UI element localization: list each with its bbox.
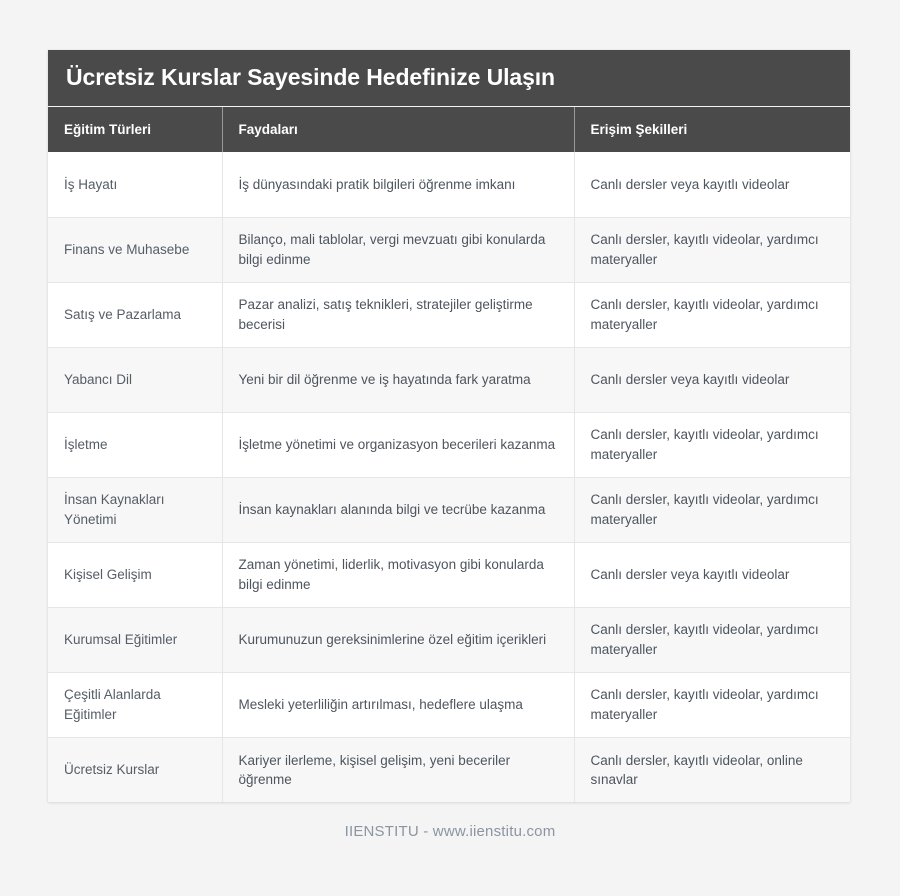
cell-fayda: Yeni bir dil öğrenme ve iş hayatında fark yaratma <box>222 347 574 412</box>
cell-egitim-turu: Yabancı Dil <box>48 347 222 412</box>
page-title: Ücretsiz Kurslar Sayesinde Hedefinize Ulaşın <box>66 64 556 91</box>
cell-egitim-turu: İşletme <box>48 412 222 477</box>
cell-egitim-turu: Kurumsal Eğitimler <box>48 607 222 672</box>
table-row <box>48 672 850 737</box>
table-row <box>48 412 850 477</box>
cell-fayda: Kurumunuzun gereksinimlerine özel eğitim içerikleri <box>222 607 574 672</box>
table-head <box>48 107 850 152</box>
cell-erisim: Canlı dersler, kayıtlı videolar, yardımcı materyaller <box>574 217 850 282</box>
cell-egitim-turu: Kişisel Gelişim <box>48 542 222 607</box>
table-row <box>48 217 850 282</box>
cell-fayda: Pazar analizi, satış teknikleri, stratejiler geliştirme becerisi <box>222 282 574 347</box>
cell-erisim: Canlı dersler, kayıtlı videolar, yardımcı materyaller <box>574 672 850 737</box>
footer-brand: IIENSTITU - www.iienstitu.com <box>344 823 556 840</box>
cell-egitim-turu: Çeşitli Alanlarda Eğitimler <box>48 672 222 737</box>
column-header-egitim-turleri: Eğitim Türleri <box>48 107 222 152</box>
cell-erisim: Canlı dersler, kayıtlı videolar, yardımcı materyaller <box>574 477 850 542</box>
table-row <box>48 282 850 347</box>
cell-erisim: Canlı dersler veya kayıtlı videolar <box>574 542 850 607</box>
cell-egitim-turu: İş Hayatı <box>48 152 222 217</box>
cell-fayda: İş dünyasındaki pratik bilgileri öğrenme imkanı <box>222 152 574 217</box>
cell-fayda: Mesleki yeterliliğin artırılması, hedeflere ulaşma <box>222 672 574 737</box>
column-header-erisim-sekilleri: Erişim Şekilleri <box>574 107 850 152</box>
footer <box>0 823 900 841</box>
cell-egitim-turu: Ücretsiz Kurslar <box>48 737 222 802</box>
table-row <box>48 477 850 542</box>
cell-fayda: Kariyer ilerleme, kişisel gelişim, yeni beceriler öğrenme <box>222 737 574 802</box>
cell-erisim: Canlı dersler veya kayıtlı videolar <box>574 347 850 412</box>
cell-egitim-turu: Satış ve Pazarlama <box>48 282 222 347</box>
cell-fayda: İnsan kaynakları alanında bilgi ve tecrübe kazanma <box>222 477 574 542</box>
cell-erisim: Canlı dersler veya kayıtlı videolar <box>574 152 850 217</box>
column-header-faydalari: Faydaları <box>222 107 574 152</box>
table-body <box>48 152 850 802</box>
table-row <box>48 737 850 802</box>
cell-fayda: Bilanço, mali tablolar, vergi mevzuatı gibi konularda bilgi edinme <box>222 217 574 282</box>
table-row <box>48 347 850 412</box>
cell-erisim: Canlı dersler, kayıtlı videolar, yardımcı materyaller <box>574 282 850 347</box>
cell-erisim: Canlı dersler, kayıtlı videolar, yardımcı materyaller <box>574 607 850 672</box>
cell-fayda: İşletme yönetimi ve organizasyon becerileri kazanma <box>222 412 574 477</box>
title-bar <box>48 50 850 107</box>
table-card <box>48 50 850 802</box>
courses-table <box>48 107 850 802</box>
cell-erisim: Canlı dersler, kayıtlı videolar, yardımcı materyaller <box>574 412 850 477</box>
cell-egitim-turu: İnsan Kaynakları Yönetimi <box>48 477 222 542</box>
table-row <box>48 542 850 607</box>
table-row <box>48 152 850 217</box>
table-row <box>48 607 850 672</box>
cell-egitim-turu: Finans ve Muhasebe <box>48 217 222 282</box>
cell-fayda: Zaman yönetimi, liderlik, motivasyon gibi konularda bilgi edinme <box>222 542 574 607</box>
table-header-row <box>48 107 850 152</box>
cell-erisim: Canlı dersler, kayıtlı videolar, online sınavlar <box>590 752 803 787</box>
